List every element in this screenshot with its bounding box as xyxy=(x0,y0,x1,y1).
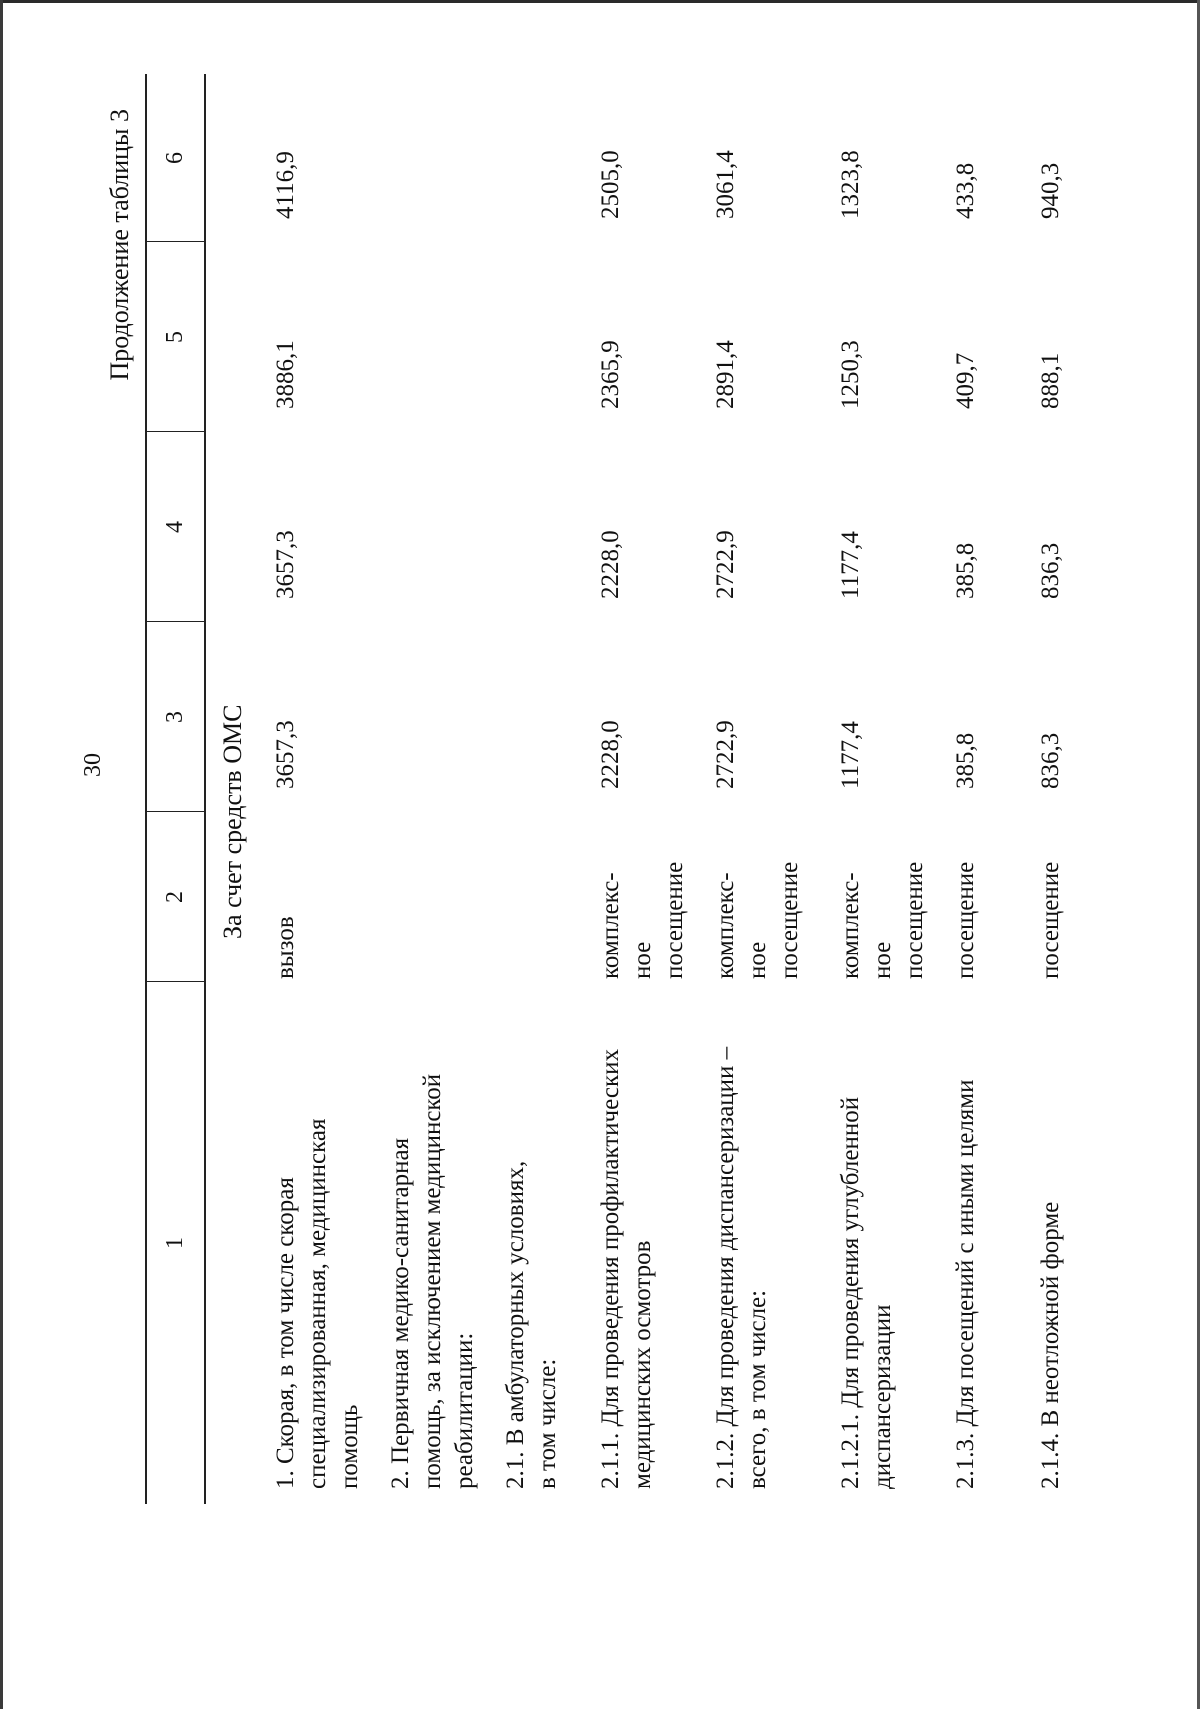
row-value: 2722,9 xyxy=(712,720,739,789)
row-value: 2228,0 xyxy=(597,720,624,789)
page-number: 30 xyxy=(80,753,106,777)
row-unit: комплекс- ное посещение xyxy=(837,861,928,979)
row-name: 2.1.4. В неотложной форме xyxy=(1037,1201,1064,1489)
row-value: 3886,1 xyxy=(272,340,299,409)
row-unit: комплекс- ное посещение xyxy=(597,861,688,979)
table-caption: Продолжение таблицы 3 xyxy=(105,109,134,381)
row-value: 1177,4 xyxy=(837,531,864,599)
column-number-2: 2 xyxy=(162,891,188,903)
row-value: 2891,4 xyxy=(712,340,739,409)
row-value: 1250,3 xyxy=(837,340,864,409)
column-number-3: 3 xyxy=(162,711,188,723)
row-value: 2228,0 xyxy=(597,530,624,599)
row-name: 2.1.3. Для посещений с иными целями xyxy=(952,1079,979,1489)
row-unit: вызов xyxy=(272,916,299,979)
column-number-4: 4 xyxy=(162,521,188,533)
table-top-rule xyxy=(145,74,147,1504)
row-name: 2. Первичная медико-санитарная помощь, за исключением медицинской реабилитации: xyxy=(387,1073,478,1489)
row-value: 2365,9 xyxy=(597,340,624,409)
row-value: 385,8 xyxy=(952,542,979,599)
row-name: 2.1.1. Для проведения профилактических медицинских осмотров xyxy=(597,1049,656,1489)
row-name: 1. Скорая, в том числе скорая специализированная, медицинская помощь xyxy=(272,1118,363,1489)
column-number-1: 1 xyxy=(162,1237,188,1249)
row-value: 888,1 xyxy=(1037,352,1064,409)
row-value: 4116,9 xyxy=(272,151,299,219)
section-title: За счет средств ОМС xyxy=(218,704,247,939)
row-value: 836,3 xyxy=(1037,542,1064,599)
row-unit: посещение xyxy=(952,861,979,979)
row-value: 940,3 xyxy=(1037,162,1064,219)
row-value: 3657,3 xyxy=(272,720,299,789)
column-number-6: 6 xyxy=(162,152,188,164)
row-name: 2.1. В амбулаторных условиях, в том числе: xyxy=(502,1160,561,1489)
row-unit: посещение xyxy=(1037,861,1064,979)
column-number-5: 5 xyxy=(162,331,188,343)
row-value: 409,7 xyxy=(952,352,979,409)
row-value: 3061,4 xyxy=(712,150,739,219)
row-value: 1177,4 xyxy=(837,721,864,789)
row-value: 385,8 xyxy=(952,732,979,789)
row-value: 3657,3 xyxy=(272,530,299,599)
row-value: 2505,0 xyxy=(597,150,624,219)
row-value: 836,3 xyxy=(1037,732,1064,789)
row-value: 1323,8 xyxy=(837,150,864,219)
row-name: 2.1.2. Для проведения диспансеризации – всего, в том числе: xyxy=(712,1046,771,1489)
row-unit: комплекс- ное посещение xyxy=(712,861,803,979)
row-value: 433,8 xyxy=(952,162,979,219)
row-name: 2.1.2.1. Для проведения углубленной диспансеризации xyxy=(837,1096,896,1489)
row-value: 2722,9 xyxy=(712,530,739,599)
header-bottom-rule xyxy=(204,74,206,1504)
